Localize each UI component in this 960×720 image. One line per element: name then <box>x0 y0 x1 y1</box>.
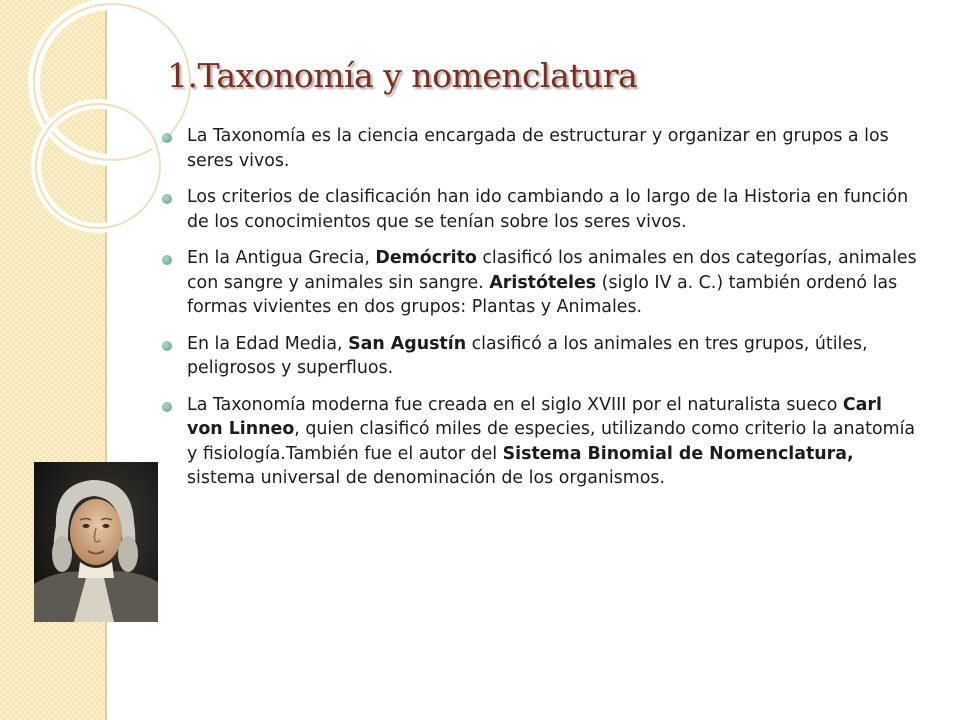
bullet-text: La Taxonomía es la ciencia encargada de estructurar y organizar en grupos a los seres vivos. <box>187 126 889 171</box>
bullet-text: sistema universal de denominación de los organismos. <box>187 468 665 488</box>
bullet-dot-icon <box>162 133 172 143</box>
bullet-dot-icon <box>162 402 172 412</box>
bullet-item <box>162 393 922 491</box>
bullet-text: , quien clasificó miles de especies, utilizando como criterio la anatomía y fisiología.También fue el autor del <box>187 419 916 464</box>
bullet-text: En la Antigua Grecia, <box>187 248 376 268</box>
bullet-item <box>162 246 922 320</box>
linnaeus-portrait-image <box>34 462 158 622</box>
slide-title: 1.Taxonomía y nomenclatura <box>167 56 638 95</box>
bullet-text: La Taxonomía moderna fue creada en el siglo XVIII por el naturalista sueco <box>187 394 843 415</box>
bullet-list <box>162 124 922 503</box>
bullet-text: (siglo IV a. C.) también ordenó las formas vivientes en dos grupos: Plantas y Animales. <box>187 272 898 317</box>
bullet-text: Los criterios de clasificación han ido cambiando a lo largo de la Historia en función de los conocimientos que se tenían sobre los seres vivos. <box>187 187 909 232</box>
bullet-dot-icon <box>162 255 172 265</box>
bullet-bold-text: San Agustín <box>348 333 467 354</box>
bullet-item <box>162 124 922 173</box>
bullet-dot-icon <box>162 341 172 351</box>
bullet-bold-text: Aristóteles <box>489 272 597 293</box>
bullet-text: clasificó los animales en dos categorías, animales con sangre y animales sin sangre. <box>187 248 917 293</box>
bullet-bold-text: Sistema Binomial de Nomenclatura, <box>502 443 854 464</box>
bullet-bold-text: Carl von Linneo <box>187 394 882 439</box>
bullet-text: clasificó a los animales en tres grupos, útiles, peligrosos y superfluos. <box>187 333 868 378</box>
bullet-dot-icon <box>162 194 172 204</box>
bullet-text: En la Edad Media, <box>187 333 349 354</box>
bullet-item <box>162 185 922 234</box>
bullet-item <box>162 332 922 381</box>
bullet-bold-text: Demócrito <box>375 248 477 268</box>
